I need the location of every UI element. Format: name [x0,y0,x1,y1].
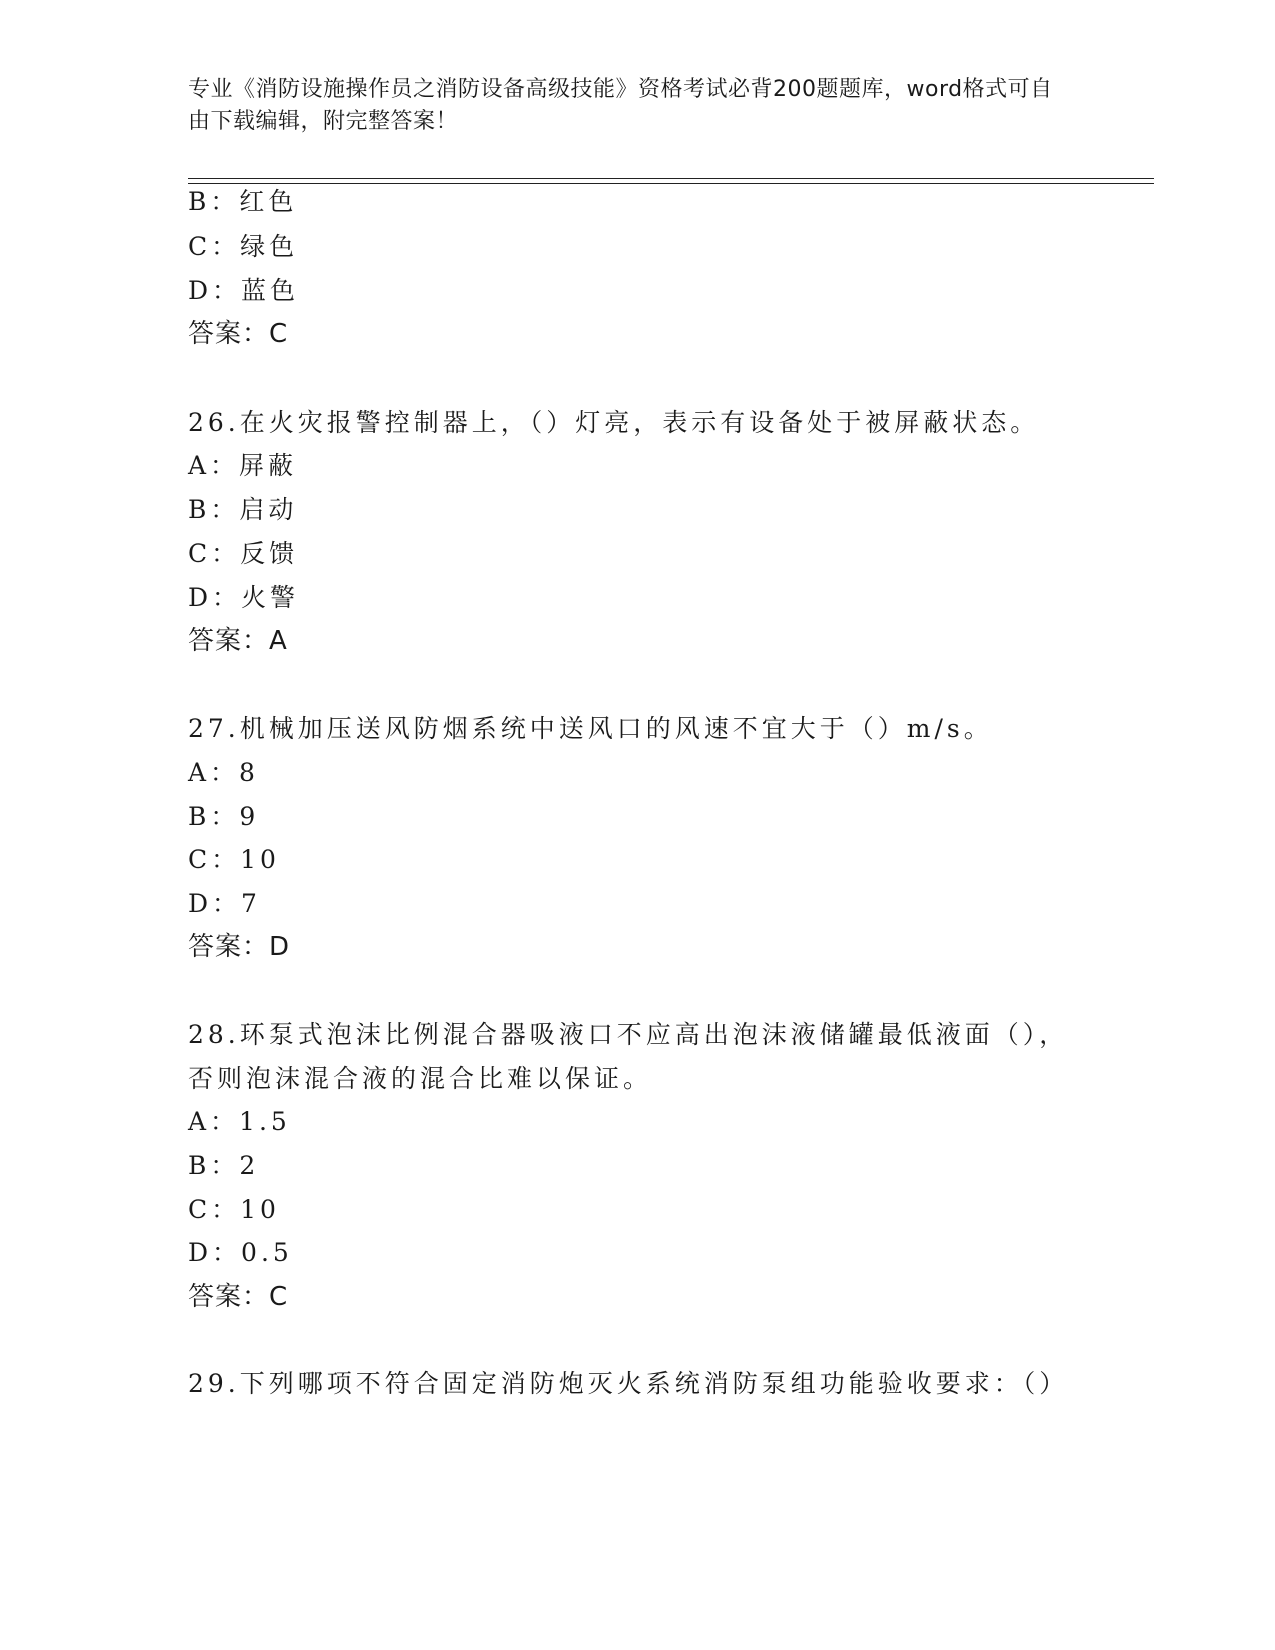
header-rule-bottom [188,183,1154,184]
q27-stem: 27.机械加压送风防烟系统中送风口的风速不宜大于（）m/s。 [188,714,993,743]
q28-option-a: A：1.5 [188,1107,291,1136]
q25-option-b: B：红色 [188,187,298,216]
header-rule-top [188,178,1154,179]
q28-option-d: D：0.5 [188,1238,293,1267]
q26-option-d: D：火警 [188,583,300,612]
q28-option-b: B：2 [188,1151,260,1180]
q26-option-c: C：反馈 [188,539,299,568]
q26-option-a: A：屏蔽 [188,451,298,480]
q26-option-b: B：启动 [188,495,298,524]
q27-option-d: D：7 [188,889,261,918]
document-header: 专业《消防设施操作员之消防设备高级技能》资格考试必背200题题库，word格式可自由下载编辑，附完整答案！ [188,77,1053,134]
q29-stem: 29.下列哪项不符合固定消防炮灭火系统消防泵组功能验收要求：（） [188,1369,1069,1398]
q28-option-c: C：10 [188,1195,280,1224]
q27-option-c: C：10 [188,845,280,874]
q28-stem-line1: 28.环泵式泡沫比例混合器吸液口不应高出泡沫液储罐最低液面（）， [188,1020,1069,1049]
q26-answer: 答案：A [188,626,288,656]
q26-stem: 26.在火灾报警控制器上，（）灯亮，表示有设备处于被屏蔽状态。 [188,408,1040,437]
q25-answer: 答案：C [188,319,289,349]
q27-option-b: B：9 [188,802,260,831]
q25-option-d: D：蓝色 [188,276,300,305]
q27-answer: 答案：D [188,932,291,962]
q28-stem-line2: 否则泡沫混合液的混合比难以保证。 [188,1064,653,1093]
q28-answer: 答案：C [188,1282,289,1312]
q25-option-c: C：绿色 [188,232,299,261]
q27-option-a: A：8 [188,758,259,787]
